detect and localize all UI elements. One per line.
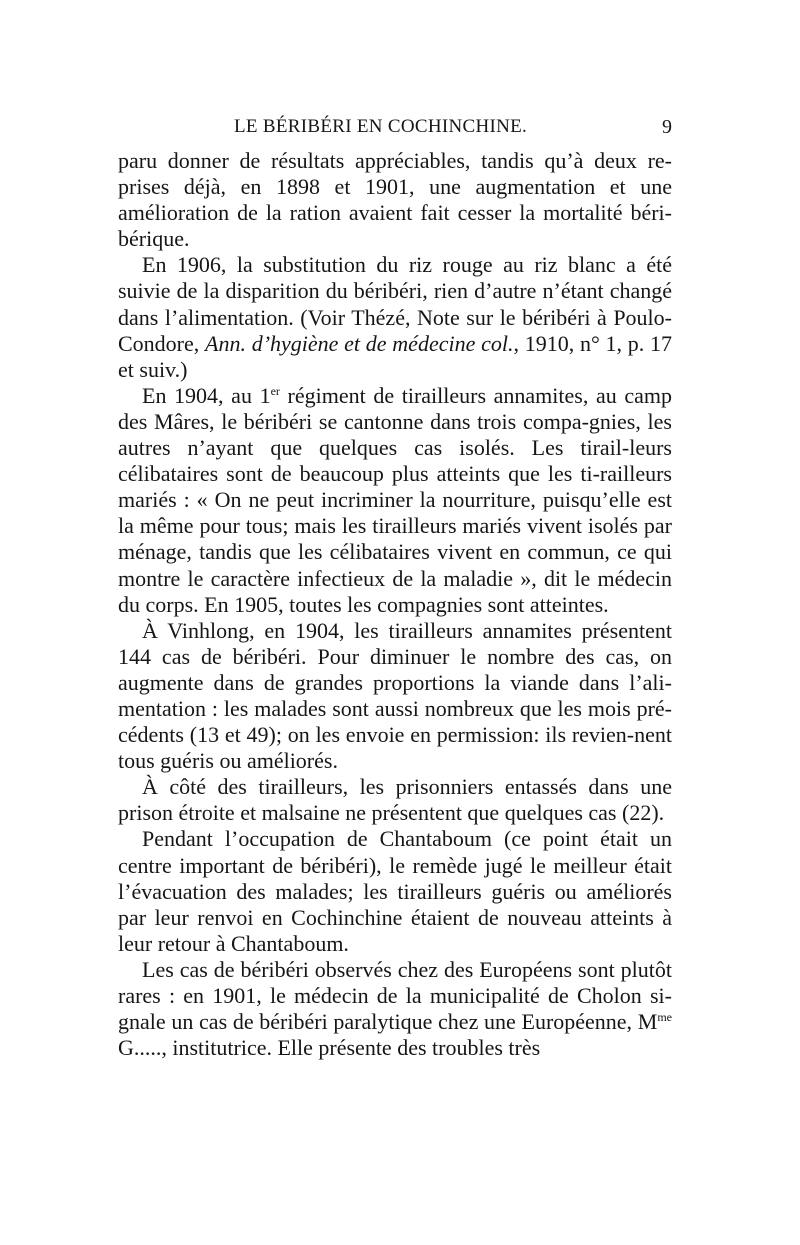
paragraph-text: G....., institutrice. Elle présente des troubles très bbox=[118, 1035, 541, 1061]
running-title: LE BÉRIBÉRI EN COCHINCHINE. bbox=[234, 116, 528, 137]
paragraph bbox=[118, 383, 672, 618]
title-superscript: me bbox=[657, 1010, 672, 1025]
paragraph-text: Les cas de béribéri observés chez des Européens sont plutôt rares : en 1901, le médecin de la municipalité de Cholon si-gnale un cas de béribéri paralytique chez une Européenne, M bbox=[118, 956, 672, 1035]
paragraph-text: À Vinhlong, en 1904, les tirailleurs annamites présentent 144 cas de béribéri. Pour diminuer le nombre des cas, on augmente dans de grandes proportions la viande dans l’ali-mentation : les malades sont aussi nombreux que les mois pré-cédents (13 et 49); on les envoie en permission: ils revien-nent tous guéris ou améliorés. bbox=[118, 617, 672, 774]
paragraph-text: Pendant l’occupation de Chantaboum (ce point était un centre important de béribéri), le remède jugé le meilleur était l’évacuation des malades; les tirailleurs guéris ou améliorés par leur renvoi en Cochinchine étaient de nouveau atteints à leur retour à Chantaboum. bbox=[118, 826, 672, 956]
paragraph-text: régiment de tirailleurs annamites, au camp des Mâres, le béribéri se cantonne dans trois compa-gnies, les autres n’ayant que quelques cas isolés. Les tirail-leurs célibataires sont de beaucoup plus atteints que les ti-railleurs mariés : « On ne peut incriminer la nourriture, puisqu’elle est la même pour tous; mais les tirailleurs mariés vivent isolés par ménage, tandis que les célibataires vivent en commun, ce qui montre le caractère infectieux de la maladie », dit le médecin du corps. En 1905, toutes les compagnies sont atteintes. bbox=[118, 382, 672, 617]
paragraph bbox=[118, 826, 672, 956]
paragraph bbox=[118, 774, 672, 826]
paragraph bbox=[118, 252, 672, 382]
paragraph-text: paru donner de résultats appréciables, tandis qu’à deux re-prises déjà, en 1898 et 1901, une augmentation et une amélioration de la ration avaient fait cesser la mortalité béri-bérique. bbox=[118, 148, 672, 252]
paragraph bbox=[118, 618, 672, 775]
paragraph-text: À côté des tirailleurs, les prisonniers entassés dans une prison étroite et malsaine ne présentent que quelques cas (22). bbox=[118, 774, 672, 826]
body-text bbox=[118, 148, 672, 1061]
journal-title: Ann. d’hygiène et de médecine col. bbox=[205, 330, 514, 356]
paragraph-text: , 1910, n° 1, p. 17 et suiv.) bbox=[118, 330, 672, 382]
paragraph bbox=[118, 957, 672, 1061]
page-number: 9 bbox=[662, 116, 672, 138]
ordinal-superscript: er bbox=[270, 383, 280, 398]
paragraph bbox=[118, 148, 672, 252]
page-header bbox=[118, 116, 672, 142]
paragraph-text: En 1906, la substitution du riz rouge au riz blanc a été suivie de la disparition du béribéri, rien d’autre n’étant changé dans l’alimentation. (Voir Thézé, Note sur le béribéri à Poulo-Condore, bbox=[118, 252, 672, 356]
paragraph-text: En 1904, au 1 bbox=[142, 382, 271, 408]
